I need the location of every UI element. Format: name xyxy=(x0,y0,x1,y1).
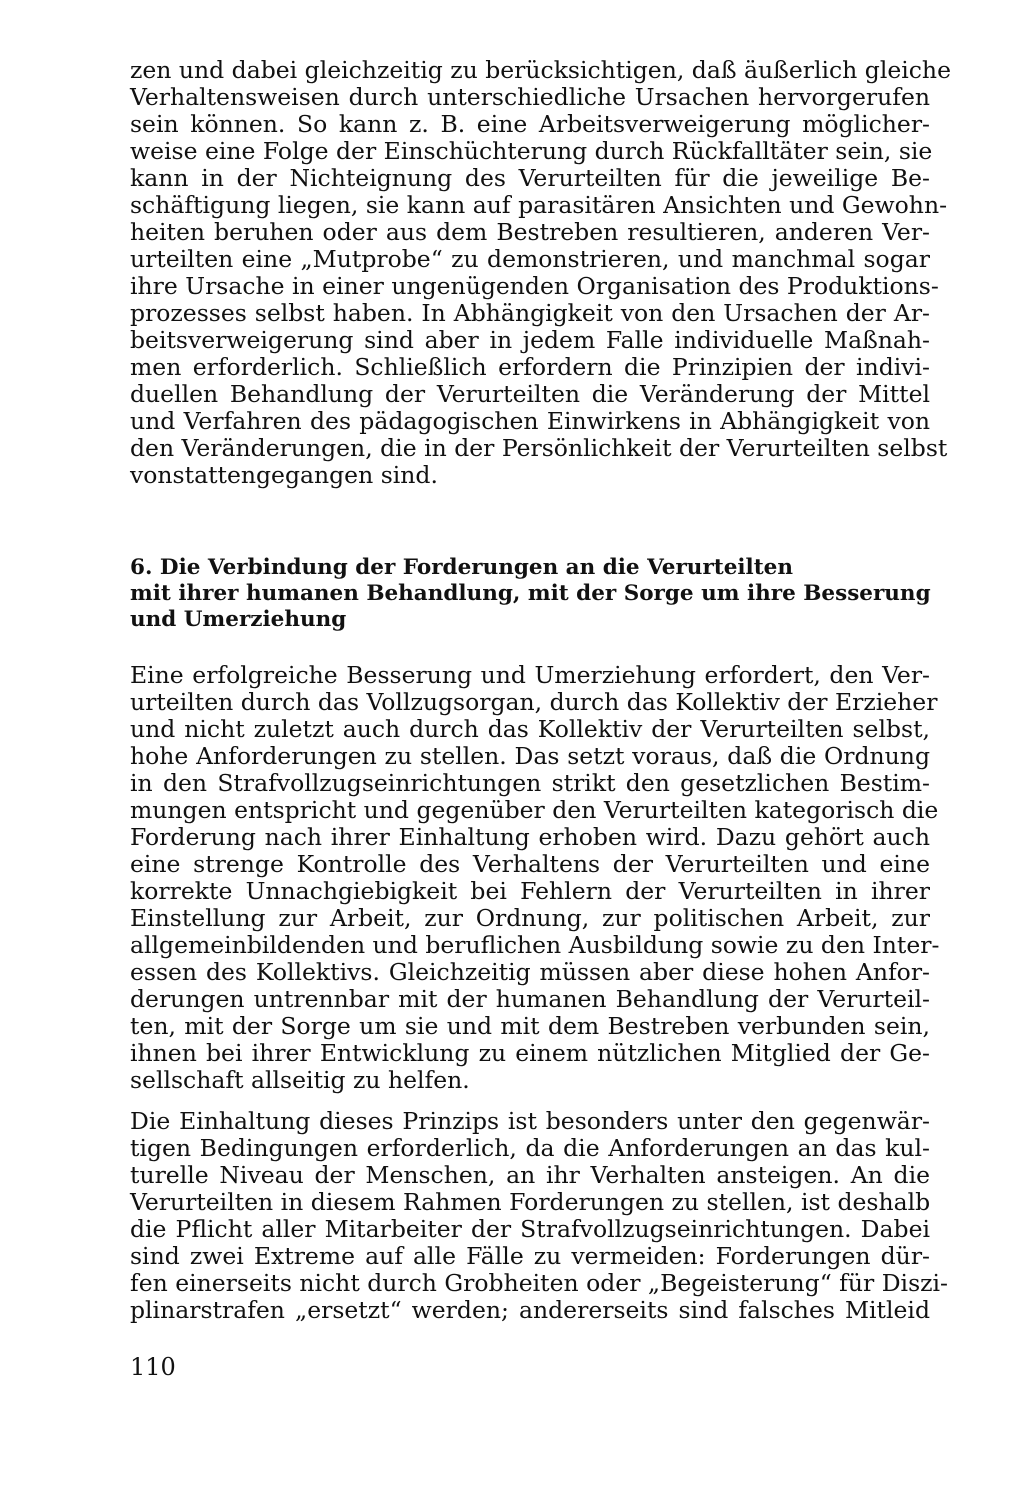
text-line: kann in der Nichteignung des Verurteilten für die jeweilige Be- xyxy=(130,164,930,192)
text-line: prozesses selbst haben. In Abhängigkeit von den Ursachen der Ar- xyxy=(130,299,930,327)
text-line: hohe Anforderungen zu stellen. Das setzt voraus, daß die Ordnung xyxy=(130,742,930,770)
text-line: Einstellung zur Arbeit, zur Ordnung, zur politischen Arbeit, zur xyxy=(130,904,930,932)
text-line: Eine erfolgreiche Besserung und Umerziehung erfordert, den Ver- xyxy=(130,661,930,689)
text-line: sellschaft allseitig zu helfen. xyxy=(130,1066,470,1094)
text-line: sein können. So kann z. B. eine Arbeitsverweigerung möglicher- xyxy=(130,110,930,138)
text-line: plinarstrafen „ersetzt“ werden; andererseits sind falsches Mitleid xyxy=(130,1296,930,1324)
heading-line: und Umerziehung xyxy=(130,607,347,632)
text-line: fen einerseits nicht durch Grobheiten oder „Begeisterung“ für Diszi- xyxy=(130,1269,948,1297)
text-line: tigen Bedingungen erforderlich, da die Anforderungen an das kul- xyxy=(130,1134,930,1162)
text-line: turelle Niveau der Menschen, an ihr Verhalten ansteigen. An die xyxy=(130,1161,930,1189)
heading-line: mit ihrer humanen Behandlung, mit der Sorge um ihre Besserung xyxy=(130,581,931,606)
text-line: vonstattengegangen sind. xyxy=(130,461,438,489)
section-heading xyxy=(130,555,930,633)
text-line: korrekte Unnachgiebigkeit bei Fehlern der Verurteilten in ihrer xyxy=(130,877,930,905)
text-line: urteilten durch das Vollzugsorgan, durch das Kollektiv der Erzieher xyxy=(130,688,938,716)
text-line: sind zwei Extreme auf alle Fälle zu vermeiden: Forderungen dür- xyxy=(130,1242,930,1270)
text-line: schäftigung liegen, sie kann auf parasitären Ansichten und Gewohn- xyxy=(130,191,948,219)
text-line: den Veränderungen, die in der Persönlichkeit der Verurteilten selbst xyxy=(130,434,948,462)
text-line: die Pflicht aller Mitarbeiter der Strafvollzugseinrichtungen. Dabei xyxy=(130,1215,930,1243)
text-line: derungen untrennbar mit der humanen Behandlung der Verurteil- xyxy=(130,985,930,1013)
text-line: Forderung nach ihrer Einhaltung erhoben wird. Dazu gehört auch xyxy=(130,823,930,851)
text-line: und nicht zuletzt auch durch das Kollektiv der Verurteilten selbst, xyxy=(130,715,930,743)
text-line: zen und dabei gleichzeitig zu berücksichtigen, daß äußerlich gleiche xyxy=(130,56,951,84)
text-line: heiten beruhen oder aus dem Bestreben resultieren, anderen Ver- xyxy=(130,218,930,246)
paragraph-1 xyxy=(130,661,940,1094)
text-line: eine strenge Kontrolle des Verhaltens der Verurteilten und eine xyxy=(130,850,930,878)
text-line: in den Strafvollzugseinrichtungen strikt den gesetzlichen Bestim- xyxy=(130,769,930,797)
continued-paragraph xyxy=(130,56,951,489)
text-line: weise eine Folge der Einschüchterung durch Rückfalltäter sein, sie xyxy=(130,137,933,165)
text-line: urteilten eine „Mutprobe“ zu demonstrieren, und manchmal sogar xyxy=(130,245,930,273)
paragraph-2 xyxy=(130,1107,948,1324)
text-line: beitsverweigerung sind aber in jedem Falle individuelle Maßnah- xyxy=(130,326,930,354)
text-line: ten, mit der Sorge um sie und mit dem Bestreben verbunden sein, xyxy=(130,1012,930,1040)
text-line: ihnen bei ihrer Entwicklung zu einem nützlichen Mitglied der Ge- xyxy=(130,1039,930,1067)
text-line: Die Einhaltung dieses Prinzips ist besonders unter den gegenwär- xyxy=(130,1107,930,1135)
text-line: Verurteilten in diesem Rahmen Forderungen zu stellen, ist deshalb xyxy=(130,1188,931,1216)
text-line: und Verfahren des pädagogischen Einwirkens in Abhängigkeit von xyxy=(130,407,930,435)
text-line: men erforderlich. Schließlich erfordern die Prinzipien der indivi- xyxy=(130,353,930,381)
text-line: essen des Kollektivs. Gleichzeitig müssen aber diese hohen Anfor- xyxy=(130,958,930,986)
heading-line: 6. Die Verbindung der Forderungen an die Verurteilten xyxy=(130,555,793,580)
text-line: allgemeinbildenden und beruflichen Ausbildung sowie zu den Inter- xyxy=(130,931,940,959)
page-number: 110 xyxy=(130,1353,176,1381)
text-line: mungen entspricht und gegenüber den Verurteilten kategorisch die xyxy=(130,796,939,824)
text-line: Verhaltensweisen durch unterschiedliche Ursachen hervorgerufen xyxy=(130,83,930,111)
text-line: ihre Ursache in einer ungenügenden Organisation des Produktions- xyxy=(130,272,939,300)
text-line: duellen Behandlung der Verurteilten die Veränderung der Mittel xyxy=(130,380,930,408)
